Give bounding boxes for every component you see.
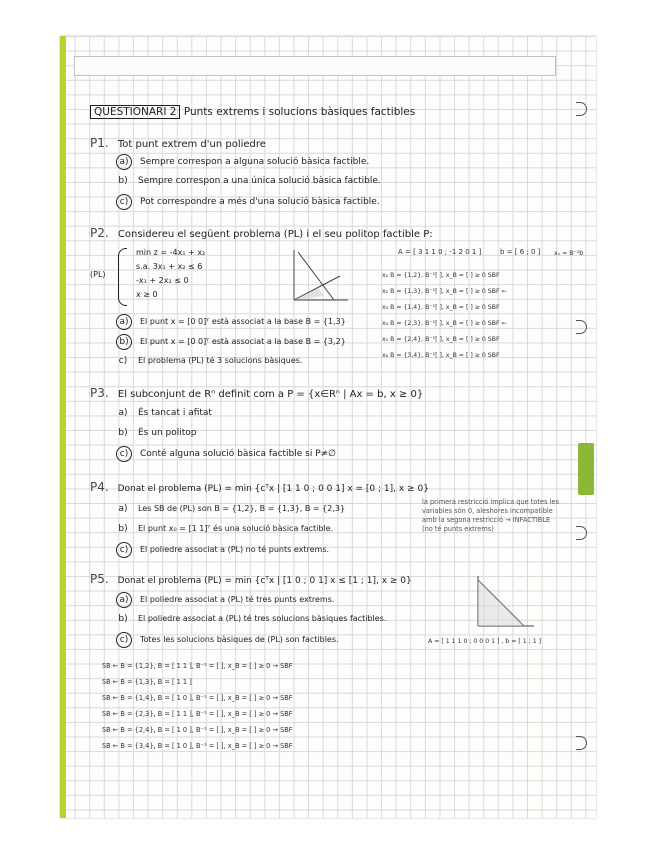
question-1-option-c[interactable] (116, 194, 380, 210)
question-3-option-b[interactable] (116, 426, 196, 440)
question-1-number: P1. (90, 136, 109, 150)
question-4-text: Donat el problema (PL) = min {cᵀx | [1 1 0 ; 0 0 1] x = [0 ; 1], x ≥ 0} (117, 484, 429, 494)
punch-hole (576, 736, 587, 750)
pl-label: (PL) (90, 270, 106, 279)
header-box (74, 56, 556, 76)
system-line: x ≥ 0 (136, 290, 158, 299)
system-line: -x₁ + 2x₂ ≤ 0 (136, 276, 189, 285)
option-letter: b) (118, 176, 128, 186)
question-1-text: Tot punt extrem d'un poliedre (117, 139, 266, 150)
question-5-text: Donat el problema (PL) = min {cᵀx | [1 0 ; 0 1] x ≤ [1 ; 1], x ≥ 0} (117, 576, 412, 586)
option-letter: a) (116, 154, 132, 170)
question-5-option-c[interactable] (116, 632, 339, 648)
question-3-number: P3. (90, 386, 109, 400)
q4-side-note: la primera restricció implica que totes les variables són 0, aleshores incompatible amb la segona restricció → INFACTIBLE (no té punts extrems) (422, 498, 559, 533)
option-letter: c) (116, 542, 132, 558)
punch-hole (576, 526, 587, 540)
question-2-option-c[interactable] (116, 354, 302, 368)
margin-strip (60, 36, 66, 818)
system-line: min z = -4x₁ + x₂ (136, 248, 206, 257)
option-text: El poliedre associat a (PL) no té punts extrems. (140, 545, 330, 554)
question-2-number: P2. (90, 226, 109, 240)
basis-row: x₆ B = {3,4}, B⁻¹[ ], x_B = [ ] ≥ 0 SBF (382, 352, 500, 359)
q5-basis-row: SB ← B = {1,3}, B = [ 1 1 ] (102, 678, 192, 686)
option-letter: a) (116, 314, 132, 330)
question-5-number: P5. (90, 572, 109, 586)
page-title (90, 106, 415, 118)
option-text: Sempre correspon a una única solució bàsica factible. (138, 176, 381, 186)
question-2-text: Considereu el següent problema (PL) i el seu politop factible P: (117, 229, 433, 240)
question-4-option-c[interactable] (116, 542, 329, 558)
question-5-stem (90, 572, 412, 586)
option-text: Pot correspondre a més d'una solució bàsica factible. (140, 197, 380, 207)
q5-basis-row: SB ← B = {2,3}, B = [ 1 1 ], B⁻¹ = [ ], x_B = [ ] ≥ 0 → SBF (102, 710, 293, 718)
option-text: Les SB de (PL) son B = {1,2}, B = {1,3}, B = {2,3} (138, 504, 346, 513)
option-letter: c) (116, 632, 132, 648)
system-brace (118, 248, 127, 306)
option-text: El problema (PL) té 3 solucions bàsiques. (138, 356, 303, 365)
option-letter: a) (118, 408, 128, 418)
q2-side-note: xₙ = B⁻¹b (554, 250, 584, 257)
q2-a-matrix: A = [ 3 1 1 0 ; -1 2 0 1 ] (398, 248, 482, 256)
q5-basis-row: SB ← B = {3,4}, B = [ 1 0 ], B⁻¹ = [ ], x_B = [ ] ≥ 0 → SBF (102, 742, 293, 750)
question-5-option-b[interactable] (116, 612, 386, 626)
option-text: El punt x = [0 0]ᵀ està associat a la base B = {1,3} (140, 317, 346, 326)
option-letter: a) (118, 504, 128, 514)
punch-hole (576, 102, 587, 116)
question-1-option-b[interactable] (116, 174, 381, 188)
option-letter: c) (118, 356, 128, 366)
option-text: És un politop (138, 428, 197, 438)
system-line: s.a. 3x₁ + x₂ ≤ 6 (136, 262, 203, 271)
question-3-stem (90, 386, 423, 400)
q5-basis-row: SB ← B = {1,4}, B = [ 1 0 ], B⁻¹ = [ ], x_B = [ ] ≥ 0 → SBF (102, 694, 293, 702)
basis-row: x₂ B = {1,3}, B⁻¹[ ], x_B = [ ] ≥ 0 SBF ← (382, 288, 507, 295)
question-4-option-b[interactable] (116, 522, 333, 536)
option-text: El poliedre associat a (PL) té tres punts extrems. (140, 595, 335, 604)
q2-b-vector: b = [ 6 ; 0 ] (500, 248, 541, 256)
option-text: Conté alguna solució bàsica factible si P≠∅ (140, 449, 337, 459)
option-letter: c) (116, 446, 132, 462)
question-5-option-a[interactable] (116, 592, 334, 608)
title-label: QUESTIONARI 2 (90, 105, 180, 119)
question-4-option-a[interactable] (116, 502, 345, 516)
option-text: Sempre correspon a alguna solució bàsica factible. (140, 157, 370, 167)
question-2-stem (90, 226, 433, 240)
title-text: Punts extrems i solucions bàsiques factibles (183, 106, 416, 118)
q5-region-sketch (468, 570, 538, 632)
question-1-option-a[interactable] (116, 154, 369, 170)
option-text: Totes les solucions bàsiques de (PL) son factibles. (140, 635, 339, 644)
option-text: El punt x₀ = [1 1]ᵀ és una solució bàsica factible. (138, 524, 334, 533)
basis-row: x₃ B = {1,4}, B⁻¹[ ], x_B = [ ] ≥ 0 SBF (382, 304, 500, 311)
basis-row: x₄ B = {2,3}, B⁻¹[ ], x_B = [ ] ≥ 0 SBF ← (382, 320, 507, 327)
polytope-sketch (288, 246, 352, 306)
side-tab (578, 443, 594, 495)
question-4-number: P4. (90, 480, 109, 494)
option-text: El poliedre associat a (PL) té tres solucions bàsiques factibles. (138, 614, 387, 623)
question-4-stem (90, 480, 429, 494)
notebook-page (60, 36, 596, 818)
option-letter: b) (118, 614, 128, 624)
option-text: És tancat i afitat (138, 408, 212, 418)
option-letter: b) (116, 334, 132, 350)
option-letter: b) (118, 428, 128, 438)
question-3-text: El subconjunt de Rⁿ definit com a P = {x∈Rⁿ | Ax = b, x ≥ 0} (117, 389, 424, 400)
option-letter: c) (116, 194, 132, 210)
question-2-option-a[interactable] (116, 314, 346, 330)
q5-basis-row: SB ← B = {2,4}, B = [ 1 0 ], B⁻¹ = [ ], x_B = [ ] ≥ 0 → SBF (102, 726, 293, 734)
question-3-option-a[interactable] (116, 406, 212, 420)
q5-basis-row: SB ← B = {1,2}, B = [ 1 1 ], B⁻¹ = [ ], x_B = [ ] ≥ 0 → SBF (102, 662, 293, 670)
option-letter: a) (116, 592, 132, 608)
q5-matrix: A = [ 1 1 1 0 ; 0 0 0 1 ] , b = [ 1 ; 1 ] (428, 638, 542, 645)
basis-row: x₁ B = {1,2}, B⁻¹[ ], x_B = [ ] ≥ 0 SBF (382, 272, 500, 279)
option-text: El punt x = [0 0]ᵀ està associat a la base B = {3,2} (140, 337, 346, 346)
punch-hole (576, 320, 587, 334)
question-1-stem (90, 136, 266, 150)
question-3-option-c[interactable] (116, 446, 336, 462)
question-2-option-b[interactable] (116, 334, 346, 350)
option-letter: b) (118, 524, 128, 534)
basis-row: x₅ B = {2,4}, B⁻¹[ ], x_B = [ ] ≥ 0 SBF (382, 336, 500, 343)
